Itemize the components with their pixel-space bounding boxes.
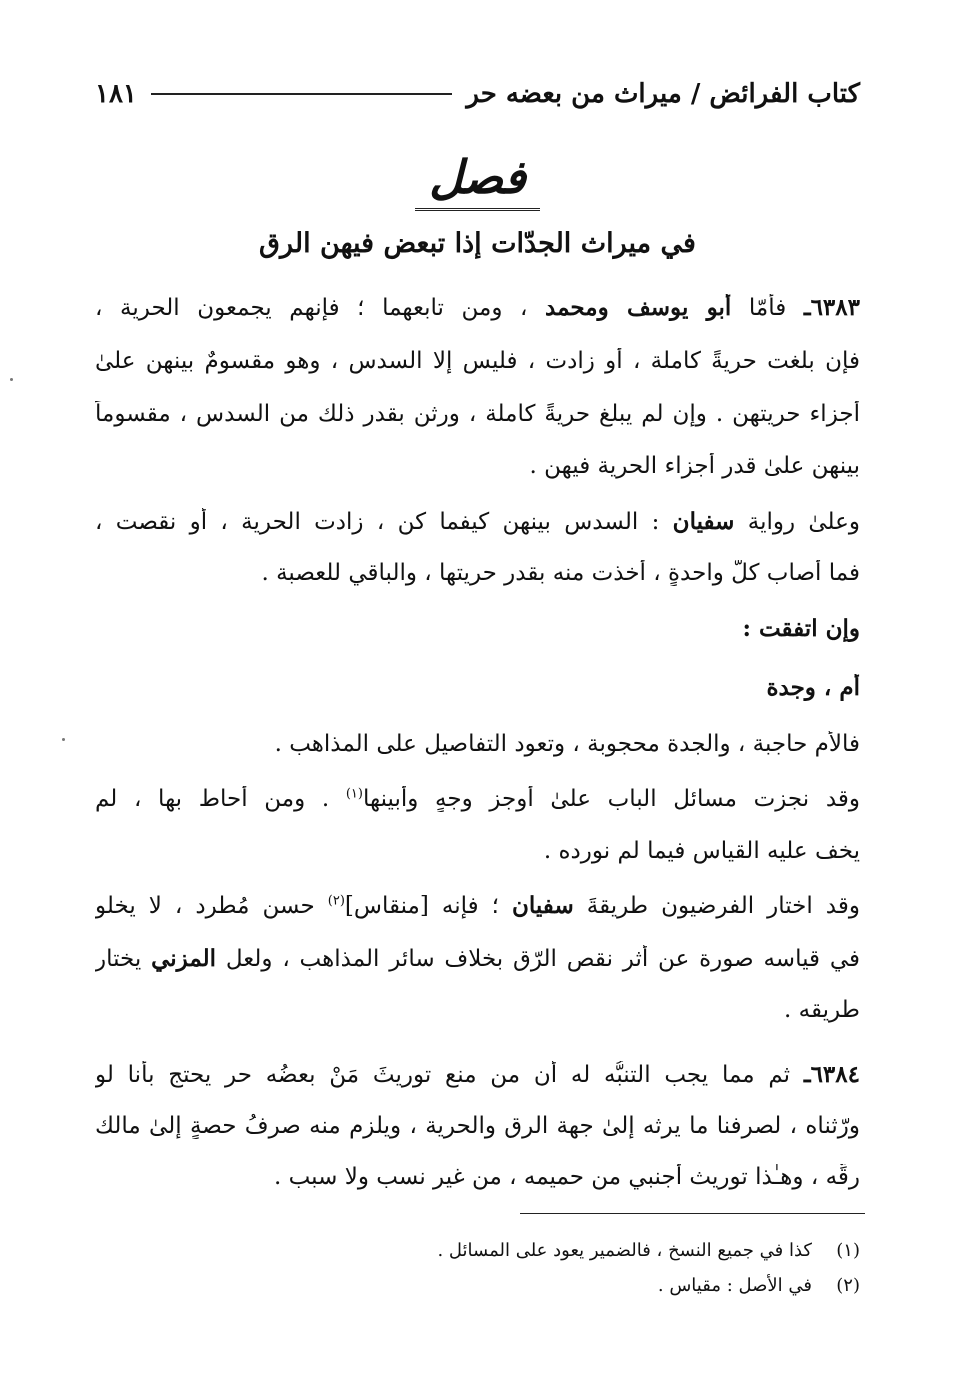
footnote-ref[interactable]: (١)	[345, 786, 363, 802]
paragraph-line	[95, 786, 860, 812]
footnote	[95, 1275, 860, 1296]
footnote-text: كذا في جميع النسخ ، فالضمير يعود على المسائل .	[437, 1240, 812, 1261]
paragraph-line	[95, 892, 860, 919]
text-span: وقد نجزت مسائل الباب علىٰ أوجز وجهٍ وأبينها	[362, 786, 860, 812]
paragraph-line: رقِّه ، وهـٰذا توريث أجنبي من حميمه ، من غير نسب ولا سبب .	[273, 1164, 860, 1190]
paragraph-number: ٦٣٨٤ـ	[803, 1061, 860, 1088]
paragraph-line	[95, 1061, 860, 1088]
text-span: ؛ فإنه [منقاس]	[344, 893, 512, 919]
case-heading: وإن اتفقت :	[742, 615, 860, 642]
text-span: يختار	[95, 946, 152, 972]
scholar-name: سفيان	[511, 892, 574, 919]
header-rule	[151, 93, 452, 95]
footnote-number: (٢)	[836, 1275, 860, 1296]
paragraph-line: يخف عليه القياس فيما لم نورده .	[543, 838, 860, 864]
paragraph-line: فما أصاب كلّ واحدةٍ ، أخذت منه بقدر حريتها ، والباقي للعصبة .	[261, 560, 860, 586]
text-span: وعلىٰ رواية	[734, 509, 860, 535]
text-span: : السدس بينهن كيفما كن ، زادت الحرية ، أو نقصت ،	[95, 509, 673, 535]
scan-speck	[10, 378, 13, 381]
paragraph-line	[95, 294, 860, 321]
scholar-name: سفيان	[672, 508, 735, 535]
scan-speck	[62, 738, 65, 741]
paragraph-line: ورّثناه ، لصرفنا ما يرثه إلىٰ جهة الرق والحرية ، ويلزم منه صرفُ حصةٍ إلىٰ مالك	[95, 1113, 860, 1139]
footnote-ref[interactable]: (٢)	[327, 893, 345, 909]
text-span: ثم مما يجب التنبُّه له أن من منع توريثَ مَنْ بعضُه حر يحتج بأنا لو	[95, 1062, 804, 1088]
running-header	[95, 72, 860, 116]
text-span: فأمّا	[731, 295, 804, 321]
paragraph-line: طريقه .	[784, 997, 860, 1023]
ornament-text: فصل	[415, 150, 540, 211]
paragraph-line: أجزاء حريتهن . وإن لم يبلغ حريةً كاملة ، ورثن بقدر ذلك من السدس ، مقسوماً	[95, 401, 860, 427]
footnote-text: في الأصل : مقياس .	[657, 1275, 812, 1296]
text-span: . ومن أحاط بها ، لم	[95, 786, 346, 812]
text-span: ، ومن تابعهما ؛ فإنهم يجمعون الحرية ،	[95, 295, 546, 321]
scholar-name: المزني	[151, 945, 217, 972]
page-number: ١٨١	[95, 79, 137, 109]
paragraph-line: فإن بلغت حريةً كاملة ، أو زادت ، فليس إلا السدس ، وهو مقسومٌ بينهن علىٰ	[95, 348, 860, 374]
footnote	[95, 1240, 860, 1261]
paragraph-line	[95, 945, 860, 972]
text-span: حسن مُطرد ، لا يخلو	[95, 893, 328, 919]
footnote-divider	[520, 1213, 865, 1214]
text-span: وقد اختار الفرضيون طريقةَ	[573, 893, 860, 919]
paragraph-line: بينهن علىٰ قدر أجزاء الحرية فيهن .	[529, 453, 860, 479]
paragraph-number: ٦٣٨٣ـ	[803, 294, 860, 321]
header-title: كتاب الفرائض / ميراث من بعضه حر	[466, 79, 860, 109]
text-span: في قياسه صورة عن أثر نقص الرّق بخلاف سائر المذاهب ، ولعل	[216, 946, 860, 972]
paragraph-line	[95, 508, 860, 535]
section-subtitle: في ميراث الجدّات إذا تبعض فيهن الرق	[259, 228, 696, 259]
section-ornament	[0, 150, 955, 211]
case-label: أم ، وجدة	[766, 674, 860, 701]
footnote-number: (١)	[836, 1240, 860, 1261]
paragraph-line: فالأم حاجبة ، والجدة محجوبة ، وتعود التفاصيل على المذاهب .	[274, 731, 860, 757]
scholar-name: أبو يوسف ومحمد	[545, 294, 732, 321]
